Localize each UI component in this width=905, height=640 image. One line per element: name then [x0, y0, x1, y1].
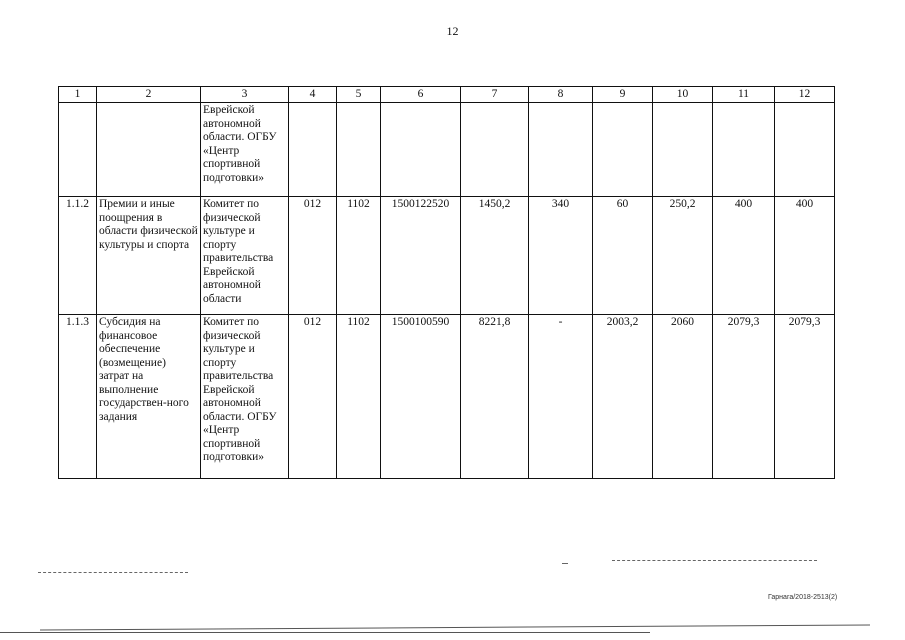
table-cell: 2060	[653, 315, 713, 479]
table-cell	[381, 103, 461, 197]
table-cell	[289, 103, 337, 197]
column-header: 2	[97, 87, 201, 103]
table-cell	[59, 103, 97, 197]
column-header: 5	[337, 87, 381, 103]
table-cell: 012	[289, 315, 337, 479]
scan-dash-short	[562, 563, 568, 564]
row-number-cell: 1.1.2	[59, 197, 97, 315]
column-header: 6	[381, 87, 461, 103]
table-cell: 2003,2	[593, 315, 653, 479]
table-cell: Еврейской автономной области. ОГБУ «Центр спортивной подготовки»	[201, 103, 289, 197]
table-cell: 2079,3	[713, 315, 775, 479]
table-cell: 1102	[337, 197, 381, 315]
table-cell: 340	[529, 197, 593, 315]
column-header: 1	[59, 87, 97, 103]
table-cell	[593, 103, 653, 197]
scan-dash-right	[612, 560, 817, 561]
table-cell: Субсидия на финансовое обеспечение (возмещение) затрат на выполнение государствен-ного задания	[97, 315, 201, 479]
column-header: 9	[593, 87, 653, 103]
table-cell: 400	[775, 197, 835, 315]
table-cell	[713, 103, 775, 197]
scan-dash-left	[38, 572, 188, 573]
table-cell	[97, 103, 201, 197]
table-cell: 250,2	[653, 197, 713, 315]
table-cell: 1450,2	[461, 197, 529, 315]
table-cell	[461, 103, 529, 197]
column-header: 12	[775, 87, 835, 103]
table-cell: 2079,3	[775, 315, 835, 479]
column-header: 10	[653, 87, 713, 103]
table-cell: 1500100590	[381, 315, 461, 479]
table-row	[59, 315, 835, 479]
table-cell: 012	[289, 197, 337, 315]
table-cell: 8221,8	[461, 315, 529, 479]
table-cell	[653, 103, 713, 197]
scan-line-bottom	[0, 632, 650, 633]
table-header-row	[59, 87, 835, 103]
footer-code: Гарнага/2018-2513(2)	[768, 594, 838, 601]
table-cell	[337, 103, 381, 197]
table-cell: -	[529, 315, 593, 479]
budget-table	[58, 86, 835, 479]
page-number: 12	[446, 24, 459, 38]
scan-line-top	[40, 624, 870, 630]
column-header: 11	[713, 87, 775, 103]
column-header: 7	[461, 87, 529, 103]
table-cell: Комитет по физической культуре и спорту правительства Еврейской автономной области. ОГБУ «Центр спортивной подготовки»	[201, 315, 289, 479]
table-cell	[529, 103, 593, 197]
table-cell: 1500122520	[381, 197, 461, 315]
table-cell: 60	[593, 197, 653, 315]
table-cell: 400	[713, 197, 775, 315]
table-cell: Премии и иные поощрения в области физической культуры и спорта	[97, 197, 201, 315]
column-header: 3	[201, 87, 289, 103]
column-header: 8	[529, 87, 593, 103]
table-cell	[775, 103, 835, 197]
row-number-cell: 1.1.3	[59, 315, 97, 479]
table-row	[59, 103, 835, 197]
table-cell: Комитет по физической культуре и спорту правительства Еврейской автономной области	[201, 197, 289, 315]
table-cell: 1102	[337, 315, 381, 479]
column-header: 4	[289, 87, 337, 103]
table-row	[59, 197, 835, 315]
